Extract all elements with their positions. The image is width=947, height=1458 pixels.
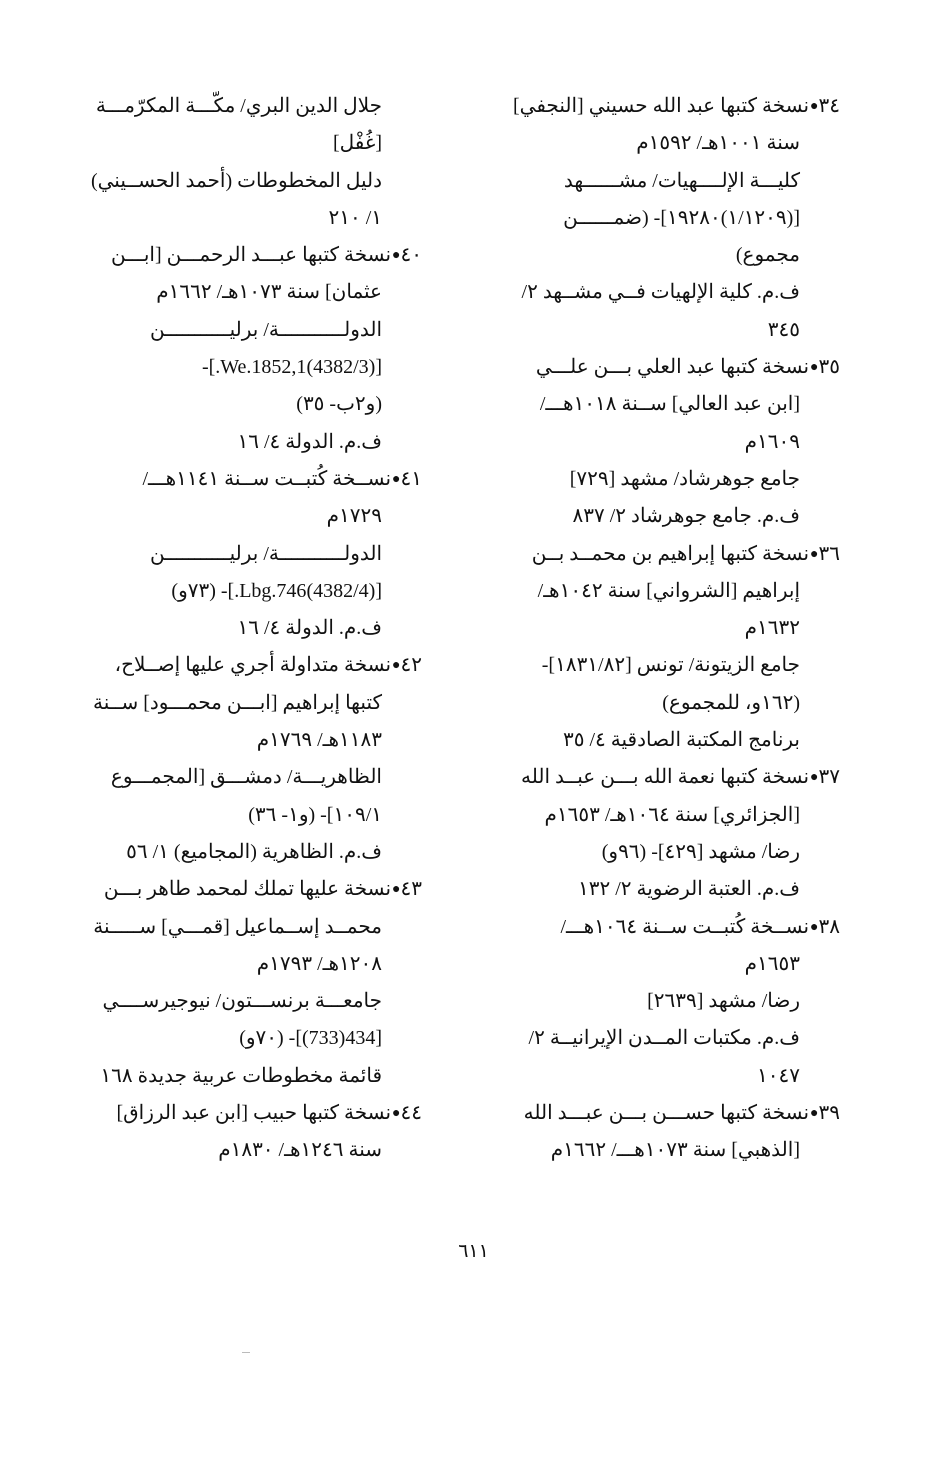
entry-first-line <box>497 349 840 386</box>
entry-line: ف.م. الدولة ٤/ ١٦ <box>237 617 382 640</box>
entry-line: ١٦٠٩م <box>744 430 800 453</box>
entry-line: (١٦٢و، للمجموع) <box>662 691 800 714</box>
entry-line: جلال الدين البري/ مكّـــة المكرّمـــة <box>95 95 382 117</box>
bullet-icon: ● <box>392 1106 401 1122</box>
entry-line: كتبها إبراهيم [ابـــن محمـــود] ســنة <box>93 691 382 714</box>
bullet-icon: ● <box>810 919 819 935</box>
entry-first-line <box>497 88 840 125</box>
entry-line: رضا/ مشهد [٤٢٩]- (٩٦و) <box>601 840 800 863</box>
entry-line: [434(733)]- (٧٠و) <box>239 1027 382 1050</box>
entry-line: رضا/ مشهد [٢٦٣٩] <box>647 990 800 1013</box>
right-column <box>497 88 840 1170</box>
entry-line: جامعـــة برنســـتون/ نيوجيرســــي <box>102 990 382 1013</box>
entry-line: الدولـــــــــــة/ برليـــــــــــن <box>149 318 382 341</box>
entry-text: نسخة متداولة أجري عليها إصــلاح، <box>114 654 392 677</box>
bullet-icon: ● <box>810 770 819 786</box>
entry-line: ف.م. كلية الإلهيات فــي مشــهد ٢/ <box>521 281 800 304</box>
entry-line: [(4382/3)We.1852,1.]- <box>201 356 382 379</box>
entry-line: [غُفْل] <box>332 132 382 155</box>
entry-number: ٣٧ <box>818 766 840 789</box>
entry-line: [الجزائري] سنة ١٠٦٤هـ/ ١٦٥٣م <box>544 803 800 826</box>
entry-text: نسخة عليها تملك لمحمد طاهر بـــن <box>103 878 392 901</box>
entry-line: (و٢ب- ٣٥) <box>296 393 382 416</box>
entry-line: جامع الزيتونة/ تونس [١٨٣١/٨٢]- <box>541 654 800 677</box>
entry-line: ١٢٠٨هـ/ ١٧٩٣م <box>256 952 382 975</box>
entry-first-line <box>497 759 840 796</box>
entry-line: ١٦٣٢م <box>744 617 800 640</box>
entry-line: ف.م. جامع جوهرشاد ٢/ ٨٣٧ <box>572 505 800 528</box>
bullet-icon: ● <box>392 248 401 264</box>
entry-line: ف.م. مكتبات المــدن الإيرانيــة ٢/ <box>528 1027 800 1050</box>
entry-line: [ابن عبد العالي] ســنة ١٠١٨هـــ/ <box>539 393 800 416</box>
bullet-icon: ● <box>810 99 819 114</box>
entry-line: الظاهريـــة/ دمشـــق [المجمـــوع <box>110 766 382 789</box>
manuscript-entry <box>497 759 840 908</box>
entry-line: ١٦٥٣م <box>744 952 800 975</box>
entry-text: نســخة كُتبــت ســنة ١١٤١هـــ/ <box>142 467 392 490</box>
entry-number: ٣٦ <box>818 542 840 565</box>
entry-number: ٤١ <box>400 467 422 490</box>
bullet-icon: ● <box>392 882 401 898</box>
bullet-icon: ● <box>392 658 401 674</box>
entry-line: دليل المخطوطات (أحمد الحســيني) <box>90 169 382 192</box>
manuscript-entry <box>107 1095 422 1170</box>
entry-text: نســخة كُتبــت ســنة ١٠٦٤هـــ/ <box>560 915 810 938</box>
manuscript-entry <box>497 1095 840 1170</box>
manuscript-entry <box>90 88 422 237</box>
entry-line: ١/ ٢١٠ <box>328 206 382 229</box>
manuscript-entry <box>497 909 840 1095</box>
entry-first-line <box>497 1095 840 1132</box>
entry-line: كليـــة الإلــــهيات/ مشــــــهد <box>563 169 800 192</box>
entry-text: نسخة كتبها حبيب [ابن عبد الرزاق] <box>116 1102 392 1125</box>
entry-line: ١٧٢٩م <box>326 505 382 528</box>
entry-text: نسخة كتبها عبـــد الرحمـــن [ابـــن <box>111 244 392 267</box>
entry-line: مجموع) <box>735 244 800 267</box>
entry-text: نسخة كتبها حســـن بـــن عبـــد الله <box>523 1102 810 1125</box>
entry-number: ٣٤ <box>818 95 840 117</box>
manuscript-entry <box>93 871 422 1095</box>
entry-number: ٤٠ <box>400 244 422 267</box>
manuscript-entry <box>107 461 422 647</box>
entry-line: قائمة مخطوطات عربية جديدة ١٦٨ <box>100 1064 382 1087</box>
entry-first-line <box>107 237 422 274</box>
entry-first-line <box>107 461 422 498</box>
entry-line: محمــد إســماعيل [قمـــي] ســـــنة <box>93 915 382 938</box>
entry-line: سنة ١٢٤٦هـ/ ١٨٣٠م <box>218 1139 382 1162</box>
entry-line: ١٠٩/١]- (و١- ٣٦) <box>248 803 382 826</box>
entry-number: ٤٤ <box>400 1102 422 1125</box>
entry-line: ف.م. الظاهرية (المجاميع) ١/ ٥٦ <box>126 840 382 863</box>
entry-line: سنة ١٠٠١هـ/ ١٥٩٢م <box>636 132 800 155</box>
manuscript-entry <box>497 536 840 760</box>
bullet-icon: ● <box>810 1106 819 1122</box>
entry-text: نسخة كتبها إبراهيم بن محمــد بــن <box>531 542 810 565</box>
entry-line: جامع جوهرشاد/ مشهد [٧٢٩] <box>569 467 800 490</box>
entry-line: ٣٤٥ <box>767 318 800 341</box>
manuscript-entry <box>107 237 422 461</box>
left-column <box>90 88 422 1170</box>
scan-mark <box>242 1352 250 1353</box>
entry-text: نسخة كتبها نعمة الله بـــن عبــد الله <box>521 766 810 789</box>
entry-line: [(4382/4)Lbg.746.]- (٧٣و) <box>171 579 382 602</box>
entry-line: إبراهيم [الشرواني] سنة ١٠٤٢هـ/ <box>537 579 800 602</box>
page-number: ٦١١ <box>458 1241 489 1262</box>
entry-line: برنامج المكتبة الصادقية ٤/ ٣٥ <box>562 729 800 752</box>
manuscript-entry <box>93 647 422 871</box>
entry-number: ٤٢ <box>400 654 422 677</box>
entry-first-line <box>497 909 840 946</box>
entry-line: [(١/١٢٠٩)١٩٢٨٠]- (ضمــــــن <box>563 206 800 229</box>
manuscript-entry <box>497 349 840 535</box>
bullet-icon: ● <box>392 471 401 487</box>
entry-line: عثمان] سنة ١٠٧٣هـ/ ١٦٦٢م <box>156 281 382 304</box>
entry-number: ٣٨ <box>818 915 840 938</box>
entry-first-line <box>497 536 840 573</box>
entry-line: الدولـــــــــــة/ برليـــــــــــن <box>149 542 382 565</box>
entry-line: ف.م. الدولة ٤/ ١٦ <box>237 430 382 453</box>
entry-text: نسخة كتبها عبد الله حسيني [النجفي] <box>512 95 810 117</box>
entry-number: ٤٣ <box>400 878 422 901</box>
bullet-icon: ● <box>810 546 819 562</box>
entry-first-line <box>107 1095 422 1132</box>
bullet-icon: ● <box>810 360 819 376</box>
entry-number: ٣٥ <box>818 356 840 379</box>
entry-line: ١٠٤٧ <box>757 1064 800 1087</box>
entry-text: نسخة كتبها عبد العلي بـــن علـــي <box>535 356 810 379</box>
entry-first-line <box>103 871 422 908</box>
entry-line: [الذهبي] سنة ١٠٧٣هـــ/ ١٦٦٢م <box>550 1139 800 1162</box>
entry-line: ١١٨٣هـ/ ١٧٦٩م <box>256 729 382 752</box>
manuscript-entry <box>497 88 840 349</box>
entry-line: ف.م. العتبة الرضوية ٢/ ١٣٢ <box>577 878 800 901</box>
entry-first-line <box>107 647 422 684</box>
entry-number: ٣٩ <box>818 1102 840 1125</box>
